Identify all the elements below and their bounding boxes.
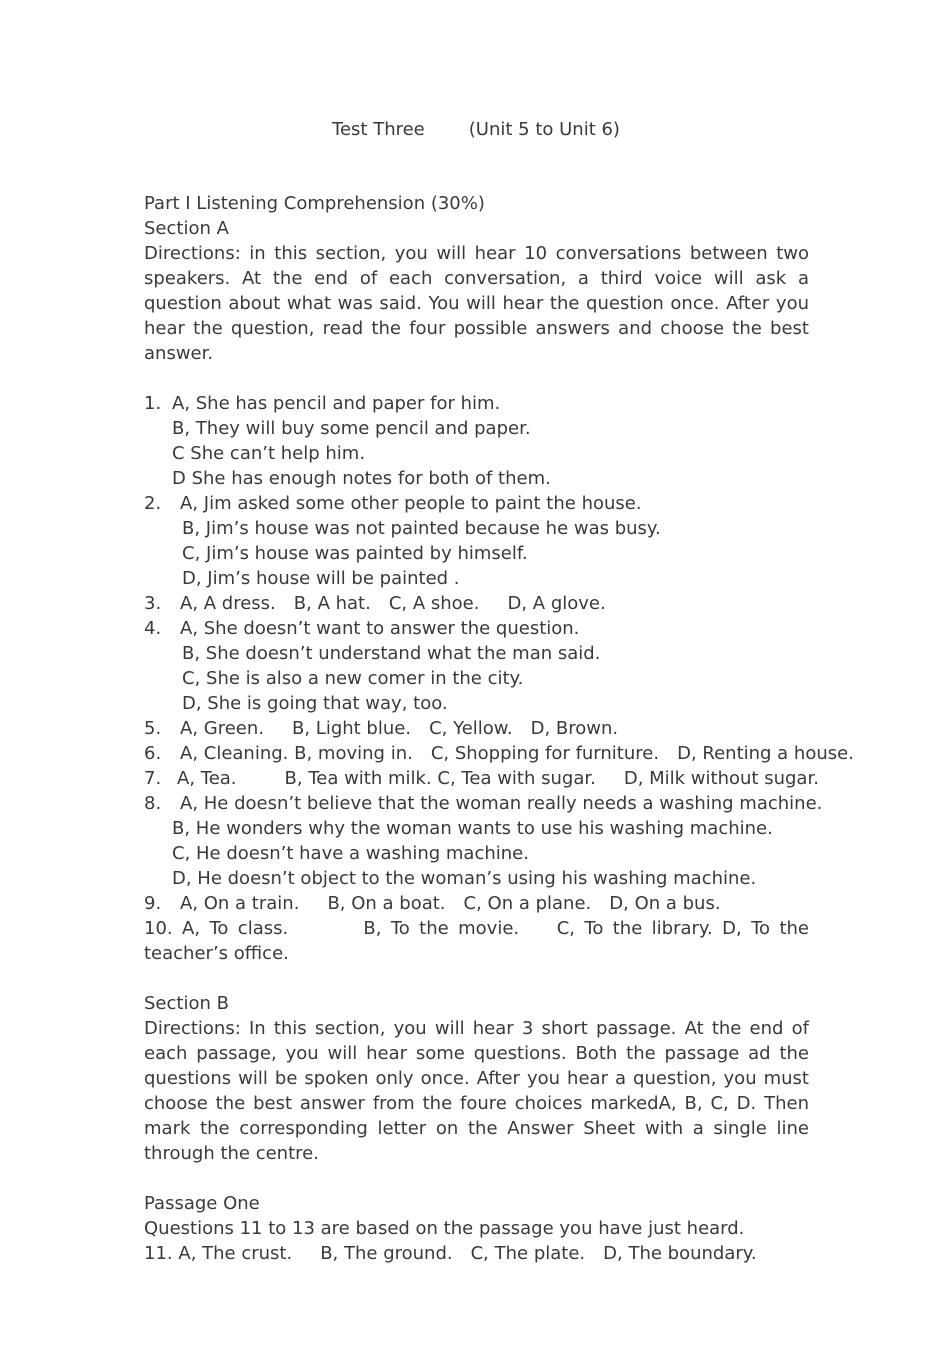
option-a: A, The crust. <box>178 1243 293 1264</box>
question-number: 5. <box>144 718 162 739</box>
option-b: B, Jim’s house was not painted because he was busy. <box>182 518 661 539</box>
option-c: C, Jim’s house was painted by himself. <box>182 543 528 564</box>
option-d: D, Milk without sugar. <box>623 768 819 789</box>
option-a: A, Green. <box>180 718 264 739</box>
question-number: 1. <box>144 393 162 414</box>
option-b: B, On a boat. <box>327 893 446 914</box>
option-c: C, On a plane. <box>463 893 592 914</box>
question-2 <box>144 491 809 516</box>
option-d: D, Renting a house. <box>677 743 854 764</box>
document-body <box>144 191 854 1266</box>
option-a: A, On a train. <box>180 893 300 914</box>
option-c: C, He doesn’t have a washing machine. <box>172 843 529 864</box>
option-d: D, Brown. <box>530 718 619 739</box>
option-a: A, A dress. <box>180 593 276 614</box>
option-b: B, moving in. <box>294 743 413 764</box>
section-a-heading: Section A <box>144 218 229 239</box>
question-1 <box>144 391 809 416</box>
section-b-directions: Directions: In this section, you will hear 3 short passage. At the end of each passage, you will hear some questions. Both the passage ad the questions will be spoken only once. After you hear a question, you must choose the best answer from the foure choices markedA, B, C, D. Then mark the corresponding letter on the Answer Sheet with a single line through the centre. <box>144 1018 809 1164</box>
option-a: A, She has pencil and paper for him. <box>172 393 501 414</box>
question-3 <box>144 591 809 616</box>
option-d: D, Jim’s house will be painted . <box>182 568 460 589</box>
option-b: B, She doesn’t understand what the man said. <box>182 643 601 664</box>
title-sub: (Unit 5 to Unit 6) <box>468 119 620 140</box>
option-d: D, A glove. <box>507 593 606 614</box>
option-a: A, Jim asked some other people to paint the house. <box>180 493 642 514</box>
question-number: 2. <box>144 493 162 514</box>
question-number: 9. <box>144 893 162 914</box>
option-d: D, On a bus. <box>609 893 721 914</box>
title-main: Test Three <box>332 119 425 140</box>
option-c: C, A shoe. <box>388 593 480 614</box>
question-number: 8. <box>144 793 162 814</box>
option-d: D, She is going that way, too. <box>182 693 448 714</box>
option-c: C She can’t help him. <box>172 443 366 464</box>
question-10: 10. A, To class. B, To the movie. C, To the library. D, To the teacher’s office. <box>144 918 815 964</box>
passage-one-heading: Passage One <box>144 1193 260 1214</box>
question-4 <box>144 616 809 641</box>
option-a: A, She doesn’t want to answer the question. <box>180 618 580 639</box>
option-c: C, The plate. <box>470 1243 586 1264</box>
part-heading: Part I Listening Comprehension (30%) <box>144 193 485 214</box>
question-7 <box>144 766 819 791</box>
question-9 <box>144 891 809 916</box>
option-b: B, They will buy some pencil and paper. <box>172 418 531 439</box>
question-number: 11. <box>144 1243 173 1264</box>
option-b: B, He wonders why the woman wants to use his washing machine. <box>172 818 773 839</box>
option-d: D She has enough notes for both of them. <box>172 468 551 489</box>
option-c: C, Shopping for furniture. <box>430 743 660 764</box>
page-title <box>0 117 952 142</box>
option-c: C, Tea with sugar. <box>437 768 596 789</box>
question-11 <box>144 1241 809 1266</box>
question-5 <box>144 716 809 741</box>
option-b: B, A hat. <box>293 593 371 614</box>
option-c: C, She is also a new comer in the city. <box>182 668 524 689</box>
option-d: D, The boundary. <box>603 1243 757 1264</box>
question-number: 6. <box>144 743 162 764</box>
option-a: A, Cleaning. <box>180 743 289 764</box>
option-b: B, The ground. <box>320 1243 453 1264</box>
option-b: B, Light blue. <box>292 718 412 739</box>
question-number: 3. <box>144 593 162 614</box>
passage-one-intro: Questions 11 to 13 are based on the passage you have just heard. <box>144 1218 745 1239</box>
question-8 <box>144 791 823 816</box>
section-b-heading: Section B <box>144 993 229 1014</box>
option-d: D, He doesn’t object to the woman’s using his washing machine. <box>172 868 757 889</box>
option-a: A, He doesn’t believe that the woman really needs a washing machine. <box>180 793 823 814</box>
question-number: 4. <box>144 618 162 639</box>
question-number: 7. <box>144 768 162 789</box>
option-a: A, Tea. <box>177 768 237 789</box>
question-6 <box>144 741 854 766</box>
option-c: C, Yellow. <box>429 718 513 739</box>
section-a-directions: Directions: in this section, you will hear 10 conversations between two speakers. At the end of each conversation, a third voice will ask a question about what was said. You will hear the question once. After you hear the question, read the four possible answers and choose the best answer. <box>144 243 809 364</box>
option-b: B, Tea with milk. <box>284 768 432 789</box>
